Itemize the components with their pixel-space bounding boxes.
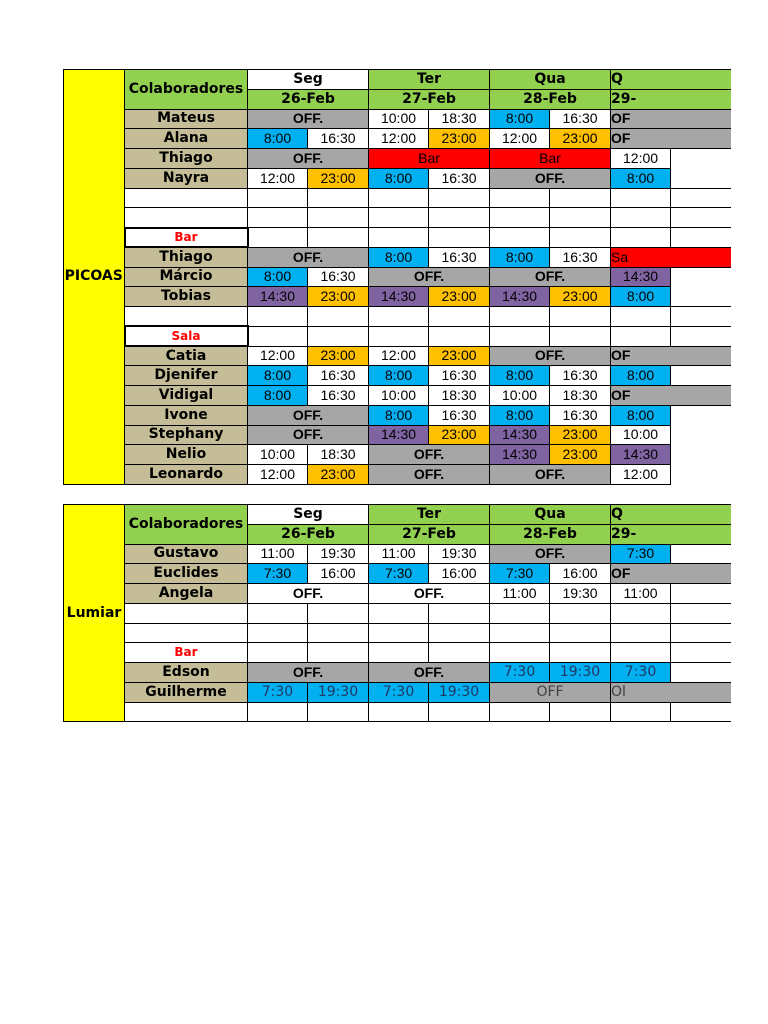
empty-cell[interactable] [248, 307, 308, 327]
empty-cell[interactable] [611, 307, 671, 327]
shift-time-cell[interactable]: 8:00 [248, 267, 308, 287]
shift-off-cell[interactable]: OFF. [369, 465, 490, 485]
section-row [64, 643, 731, 663]
shift-time-cell[interactable]: 16:30 [550, 109, 611, 129]
shift-time-cell[interactable]: Ol [611, 682, 731, 702]
shift-time-cell[interactable]: 14:30 [611, 267, 671, 287]
day-date-3[interactable]: 29- [611, 89, 731, 109]
employee-row [64, 247, 731, 267]
empty-cell[interactable] [369, 188, 429, 208]
shift-time-cell[interactable]: 8:00 [611, 287, 671, 307]
empty-cell[interactable] [490, 326, 550, 346]
employee-row [64, 366, 731, 386]
empty-cell[interactable] [490, 228, 550, 248]
employee-name[interactable]: Nayra [125, 168, 248, 188]
employee-name[interactable]: Euclides [125, 564, 248, 584]
empty-cell[interactable] [611, 188, 671, 208]
employee-name[interactable]: Alana [125, 129, 248, 149]
blank-row [64, 208, 731, 228]
shift-time-cell[interactable]: 12:00 [248, 168, 308, 188]
employee-name[interactable]: Stephany [125, 425, 248, 445]
employee-row [64, 287, 731, 307]
shift-time-cell[interactable]: 16:30 [550, 247, 611, 267]
shift-time-cell[interactable] [671, 445, 731, 465]
shift-time-cell[interactable]: 16:30 [550, 405, 611, 425]
shift-time-cell[interactable]: 7:30 [369, 564, 429, 584]
empty-cell[interactable] [671, 208, 731, 228]
empty-cell[interactable] [429, 702, 490, 722]
empty-cell[interactable] [490, 188, 550, 208]
shift-time-cell[interactable]: 23:00 [429, 287, 490, 307]
shift-time-cell[interactable] [671, 149, 731, 169]
empty-cell[interactable] [248, 603, 308, 623]
employee-row [64, 405, 731, 425]
employee-name[interactable]: Edson [125, 663, 248, 683]
shift-time-cell[interactable]: 7:30 [248, 682, 308, 702]
empty-cell[interactable] [369, 208, 429, 228]
empty-cell[interactable] [671, 603, 731, 623]
employee-row [64, 386, 731, 406]
shift-time-cell[interactable]: 7:30 [369, 682, 429, 702]
empty-cell[interactable] [550, 188, 611, 208]
shift-time-cell[interactable]: 8:00 [490, 405, 550, 425]
empty-cell[interactable] [308, 702, 369, 722]
empty-name-cell[interactable] [125, 603, 248, 623]
empty-cell[interactable] [671, 623, 731, 643]
empty-cell[interactable] [550, 623, 611, 643]
empty-cell[interactable] [611, 326, 671, 346]
shift-time-cell[interactable]: 18:30 [429, 109, 490, 129]
empty-cell[interactable] [550, 702, 611, 722]
empty-cell[interactable] [369, 623, 429, 643]
shift-time-cell[interactable]: 14:30 [490, 287, 550, 307]
day-name-1[interactable]: Ter [369, 70, 490, 90]
shift-time-cell[interactable]: 19:30 [429, 682, 490, 702]
empty-cell[interactable] [248, 326, 308, 346]
empty-cell[interactable] [369, 307, 429, 327]
empty-cell[interactable] [671, 188, 731, 208]
empty-cell[interactable] [308, 643, 369, 663]
shift-off-cell[interactable]: OF [611, 386, 731, 406]
shift-time-cell[interactable]: 23:00 [550, 425, 611, 445]
shift-off-cell[interactable]: OFF. [369, 663, 490, 683]
shift-time-cell[interactable] [671, 465, 731, 485]
empty-cell[interactable] [550, 307, 611, 327]
shift-off-cell[interactable]: OFF. [490, 346, 611, 366]
shift-time-cell[interactable] [671, 267, 731, 287]
shift-time-cell[interactable]: 8:00 [611, 168, 671, 188]
empty-cell[interactable] [248, 188, 308, 208]
shift-time-cell[interactable]: 16:30 [429, 168, 490, 188]
shift-time-cell[interactable]: 23:00 [308, 465, 369, 485]
empty-cell[interactable] [490, 208, 550, 228]
shift-off-cell[interactable]: OF [611, 129, 731, 149]
shift-time-cell[interactable]: 23:00 [550, 129, 611, 149]
day-date-3[interactable]: 29- [611, 524, 731, 544]
empty-cell[interactable] [429, 228, 490, 248]
shift-time-cell[interactable]: 18:30 [429, 386, 490, 406]
shift-area-cell[interactable]: Sa [611, 247, 731, 267]
shift-time-cell[interactable]: 18:30 [550, 386, 611, 406]
empty-name-cell[interactable] [125, 623, 248, 643]
section-row [64, 228, 731, 248]
shift-time-cell[interactable]: 23:00 [429, 129, 490, 149]
empty-cell[interactable] [308, 326, 369, 346]
shift-time-cell[interactable] [671, 663, 731, 683]
empty-cell[interactable] [550, 208, 611, 228]
empty-name-cell[interactable] [125, 702, 248, 722]
empty-cell[interactable] [490, 623, 550, 643]
employee-name[interactable]: Ivone [125, 405, 248, 425]
blank-row [64, 603, 731, 623]
day-date-2[interactable]: 28-Feb [490, 524, 611, 544]
section-label[interactable]: Bar [125, 643, 248, 663]
shift-time-cell[interactable]: 8:00 [248, 366, 308, 386]
shift-time-cell[interactable]: 8:00 [611, 405, 671, 425]
empty-cell[interactable] [550, 643, 611, 663]
empty-cell[interactable] [611, 643, 671, 663]
employee-row [64, 168, 731, 188]
empty-cell[interactable] [490, 603, 550, 623]
shift-time-cell[interactable] [671, 405, 731, 425]
picoas-schedule-table [63, 69, 731, 485]
shift-off-cell[interactable]: OFF. [490, 544, 611, 564]
shift-time-cell[interactable] [671, 366, 731, 386]
employee-name[interactable]: Tobias [125, 287, 248, 307]
shift-time-cell[interactable]: 16:30 [429, 366, 490, 386]
day-date-2[interactable]: 28-Feb [490, 89, 611, 109]
shift-time-cell[interactable] [671, 168, 731, 188]
shift-time-cell[interactable]: 8:00 [490, 366, 550, 386]
empty-cell[interactable] [429, 188, 490, 208]
empty-cell[interactable] [429, 603, 490, 623]
empty-cell[interactable] [308, 208, 369, 228]
employee-row [64, 425, 731, 445]
shift-off-cell[interactable]: OFF. [369, 445, 490, 465]
empty-cell[interactable] [429, 208, 490, 228]
empty-name-cell[interactable] [125, 208, 248, 228]
shift-time-cell[interactable]: 10:00 [248, 445, 308, 465]
employee-name[interactable]: Leonardo [125, 465, 248, 485]
day-name-0[interactable]: Seg [248, 505, 369, 525]
shift-time-cell[interactable]: 16:30 [308, 267, 369, 287]
empty-cell[interactable] [671, 307, 731, 327]
shift-time-cell[interactable]: 12:00 [369, 129, 429, 149]
empty-cell[interactable] [369, 643, 429, 663]
empty-cell[interactable] [550, 228, 611, 248]
empty-cell[interactable] [248, 208, 308, 228]
shift-time-cell[interactable]: 12:00 [611, 149, 671, 169]
shift-time-cell[interactable]: 16:30 [308, 129, 369, 149]
empty-cell[interactable] [369, 326, 429, 346]
employee-row [64, 109, 731, 129]
shift-time-cell[interactable]: 19:30 [308, 682, 369, 702]
shift-time-cell[interactable]: 23:00 [308, 346, 369, 366]
employee-name[interactable]: Guilherme [125, 682, 248, 702]
employee-name[interactable]: Vidigal [125, 386, 248, 406]
shift-time-cell[interactable]: 8:00 [248, 386, 308, 406]
employee-row [64, 663, 731, 683]
shift-off-cell[interactable]: OFF. [248, 425, 369, 445]
empty-cell[interactable] [248, 702, 308, 722]
employee-name[interactable]: Thiago [125, 149, 248, 169]
empty-cell[interactable] [429, 623, 490, 643]
shift-time-cell[interactable]: 8:00 [369, 405, 429, 425]
empty-cell[interactable] [490, 307, 550, 327]
empty-cell[interactable] [611, 228, 671, 248]
empty-cell[interactable] [671, 702, 731, 722]
shift-time-cell[interactable]: 23:00 [550, 445, 611, 465]
shift-time-cell[interactable]: 19:30 [550, 663, 611, 683]
shift-time-cell[interactable]: 8:00 [490, 247, 550, 267]
shift-time-cell[interactable]: 8:00 [248, 129, 308, 149]
blank-row [64, 307, 731, 327]
shift-time-cell[interactable]: 23:00 [308, 287, 369, 307]
employee-name[interactable]: Gustavo [125, 544, 248, 564]
empty-cell[interactable] [429, 307, 490, 327]
shift-time-cell[interactable]: 7:30 [490, 663, 550, 683]
shift-time-cell[interactable]: 10:00 [369, 109, 429, 129]
empty-cell[interactable] [308, 307, 369, 327]
empty-cell[interactable] [671, 326, 731, 346]
shift-off-cell[interactable]: OF [611, 346, 731, 366]
empty-cell[interactable] [308, 188, 369, 208]
shift-time-cell[interactable]: 7:30 [611, 663, 671, 683]
shift-area-cell[interactable]: Bar [490, 149, 611, 169]
day-date-1[interactable]: 27-Feb [369, 524, 490, 544]
empty-cell[interactable] [671, 643, 731, 663]
shift-time-cell[interactable]: 10:00 [611, 425, 671, 445]
shift-time-cell[interactable]: 8:00 [490, 109, 550, 129]
section-label[interactable]: Sala [125, 326, 248, 346]
shift-time-cell[interactable]: 8:00 [369, 168, 429, 188]
shift-time-cell[interactable]: 14:30 [369, 425, 429, 445]
section-label[interactable]: Bar [125, 228, 248, 248]
shift-time-cell[interactable]: 8:00 [369, 247, 429, 267]
day-header-row [64, 505, 731, 525]
day-name-3[interactable]: Q [611, 70, 731, 90]
shift-time-cell[interactable]: 14:30 [611, 445, 671, 465]
shift-time-cell[interactable]: 23:00 [429, 425, 490, 445]
shift-time-cell[interactable] [671, 544, 731, 564]
shift-time-cell[interactable]: 14:30 [490, 425, 550, 445]
shift-time-cell[interactable]: 10:00 [369, 386, 429, 406]
employee-name[interactable]: Nelio [125, 445, 248, 465]
employee-row [64, 584, 731, 604]
day-date-0[interactable]: 26-Feb [248, 89, 369, 109]
shift-off-cell[interactable]: OFF. [369, 267, 490, 287]
employee-row [64, 149, 731, 169]
shift-time-cell[interactable]: 18:30 [308, 445, 369, 465]
empty-name-cell[interactable] [125, 188, 248, 208]
shift-off-cell[interactable]: OFF. [248, 405, 369, 425]
employee-row [64, 129, 731, 149]
employee-name[interactable]: Mateus [125, 109, 248, 129]
shift-time-cell[interactable]: 11:00 [611, 584, 671, 604]
section-row [64, 326, 731, 346]
empty-cell[interactable] [308, 603, 369, 623]
shift-time-cell[interactable]: 16:00 [429, 564, 490, 584]
shift-time-cell[interactable]: 12:00 [369, 346, 429, 366]
shift-time-cell[interactable]: 14:30 [490, 445, 550, 465]
day-name-2[interactable]: Qua [490, 505, 611, 525]
empty-cell[interactable] [611, 208, 671, 228]
shift-time-cell[interactable]: 16:30 [550, 366, 611, 386]
shift-time-cell[interactable]: 12:00 [490, 129, 550, 149]
employee-name[interactable]: Márcio [125, 267, 248, 287]
shift-time-cell[interactable]: 8:00 [369, 366, 429, 386]
shift-time-cell[interactable]: 19:30 [308, 544, 369, 564]
shift-off-cell[interactable]: OFF. [248, 584, 369, 604]
shift-time-cell[interactable]: 16:00 [550, 564, 611, 584]
shift-off-cell[interactable]: OFF. [248, 109, 369, 129]
shift-time-cell[interactable]: 16:30 [429, 247, 490, 267]
shift-time-cell[interactable]: 11:00 [369, 544, 429, 564]
empty-cell[interactable] [248, 623, 308, 643]
employee-row [64, 346, 731, 366]
day-name-1[interactable]: Ter [369, 505, 490, 525]
shift-time-cell[interactable] [671, 287, 731, 307]
shift-off-cell[interactable]: OF [611, 564, 731, 584]
employee-row [64, 682, 731, 702]
employee-name[interactable]: Angela [125, 584, 248, 604]
empty-cell[interactable] [308, 228, 369, 248]
shift-time-cell[interactable]: 23:00 [308, 168, 369, 188]
shift-time-cell[interactable]: 16:30 [308, 386, 369, 406]
shift-off-cell[interactable]: OFF. [248, 247, 369, 267]
empty-cell[interactable] [550, 603, 611, 623]
shift-off-cell[interactable]: OFF. [490, 168, 611, 188]
employee-name[interactable]: Djenifer [125, 366, 248, 386]
empty-cell[interactable] [369, 603, 429, 623]
day-header-row [64, 70, 731, 90]
shift-time-cell[interactable]: 8:00 [611, 366, 671, 386]
empty-cell[interactable] [611, 623, 671, 643]
employee-row [64, 445, 731, 465]
shift-time-cell[interactable]: 23:00 [550, 287, 611, 307]
shift-time-cell[interactable] [671, 425, 731, 445]
shift-off-cell[interactable]: OFF. [248, 663, 369, 683]
shift-time-cell[interactable]: 16:00 [308, 564, 369, 584]
shift-off-cell[interactable]: OFF. [369, 584, 490, 604]
shift-time-cell[interactable]: 19:30 [429, 544, 490, 564]
empty-cell[interactable] [490, 643, 550, 663]
day-name-2[interactable]: Qua [490, 70, 611, 90]
empty-cell[interactable] [611, 603, 671, 623]
employee-row [64, 465, 731, 485]
employee-name[interactable]: Catia [125, 346, 248, 366]
employee-name[interactable]: Thiago [125, 247, 248, 267]
shift-area-cell[interactable]: Bar [369, 149, 490, 169]
shift-off-cell[interactable]: OF [611, 109, 731, 129]
shift-time-cell[interactable]: 11:00 [248, 544, 308, 564]
empty-cell[interactable] [308, 623, 369, 643]
shift-time-cell[interactable]: 16:30 [308, 366, 369, 386]
shift-time-cell[interactable]: 11:00 [490, 584, 550, 604]
day-name-0[interactable]: Seg [248, 70, 369, 90]
shift-time-cell[interactable]: 10:00 [490, 386, 550, 406]
shift-time-cell[interactable]: 7:30 [248, 564, 308, 584]
day-date-1[interactable]: 27-Feb [369, 89, 490, 109]
shift-time-cell[interactable]: 7:30 [611, 544, 671, 564]
blank-row [64, 188, 731, 208]
colaboradores-header[interactable]: Colaboradores [125, 70, 248, 110]
empty-cell[interactable] [429, 643, 490, 663]
empty-cell[interactable] [611, 702, 671, 722]
location-label[interactable]: Lumiar [64, 505, 125, 722]
shift-time-cell[interactable]: 12:00 [248, 346, 308, 366]
employee-row [64, 267, 731, 287]
lumiar-body [64, 505, 731, 722]
shift-time-cell[interactable]: 16:30 [429, 405, 490, 425]
blank-row [64, 623, 731, 643]
blank-row [64, 702, 731, 722]
empty-name-cell[interactable] [125, 307, 248, 327]
shift-time-cell[interactable]: 12:00 [611, 465, 671, 485]
lumiar-schedule-table [63, 504, 731, 722]
empty-cell[interactable] [248, 643, 308, 663]
shift-off-cell[interactable]: OFF. [248, 149, 369, 169]
shift-time-cell[interactable]: OFF [490, 682, 611, 702]
empty-cell[interactable] [550, 326, 611, 346]
empty-cell[interactable] [369, 702, 429, 722]
empty-cell[interactable] [248, 228, 308, 248]
empty-cell[interactable] [490, 702, 550, 722]
day-date-0[interactable]: 26-Feb [248, 524, 369, 544]
empty-cell[interactable] [369, 228, 429, 248]
employee-row [64, 544, 731, 564]
shift-time-cell[interactable]: 14:30 [369, 287, 429, 307]
shift-time-cell[interactable]: 19:30 [550, 584, 611, 604]
shift-time-cell[interactable]: 12:00 [248, 465, 308, 485]
empty-cell[interactable] [671, 228, 731, 248]
empty-cell[interactable] [429, 326, 490, 346]
shift-time-cell[interactable]: 7:30 [490, 564, 550, 584]
picoas-body [64, 70, 731, 485]
shift-off-cell[interactable]: OFF. [490, 267, 611, 287]
employee-row [64, 564, 731, 584]
location-label[interactable]: PICOAS [64, 70, 125, 485]
shift-time-cell[interactable]: 23:00 [429, 346, 490, 366]
shift-time-cell[interactable] [671, 584, 731, 604]
shift-off-cell[interactable]: OFF. [490, 465, 611, 485]
shift-time-cell[interactable]: 14:30 [248, 287, 308, 307]
day-name-3[interactable]: Q [611, 505, 731, 525]
colaboradores-header[interactable]: Colaboradores [125, 505, 248, 545]
